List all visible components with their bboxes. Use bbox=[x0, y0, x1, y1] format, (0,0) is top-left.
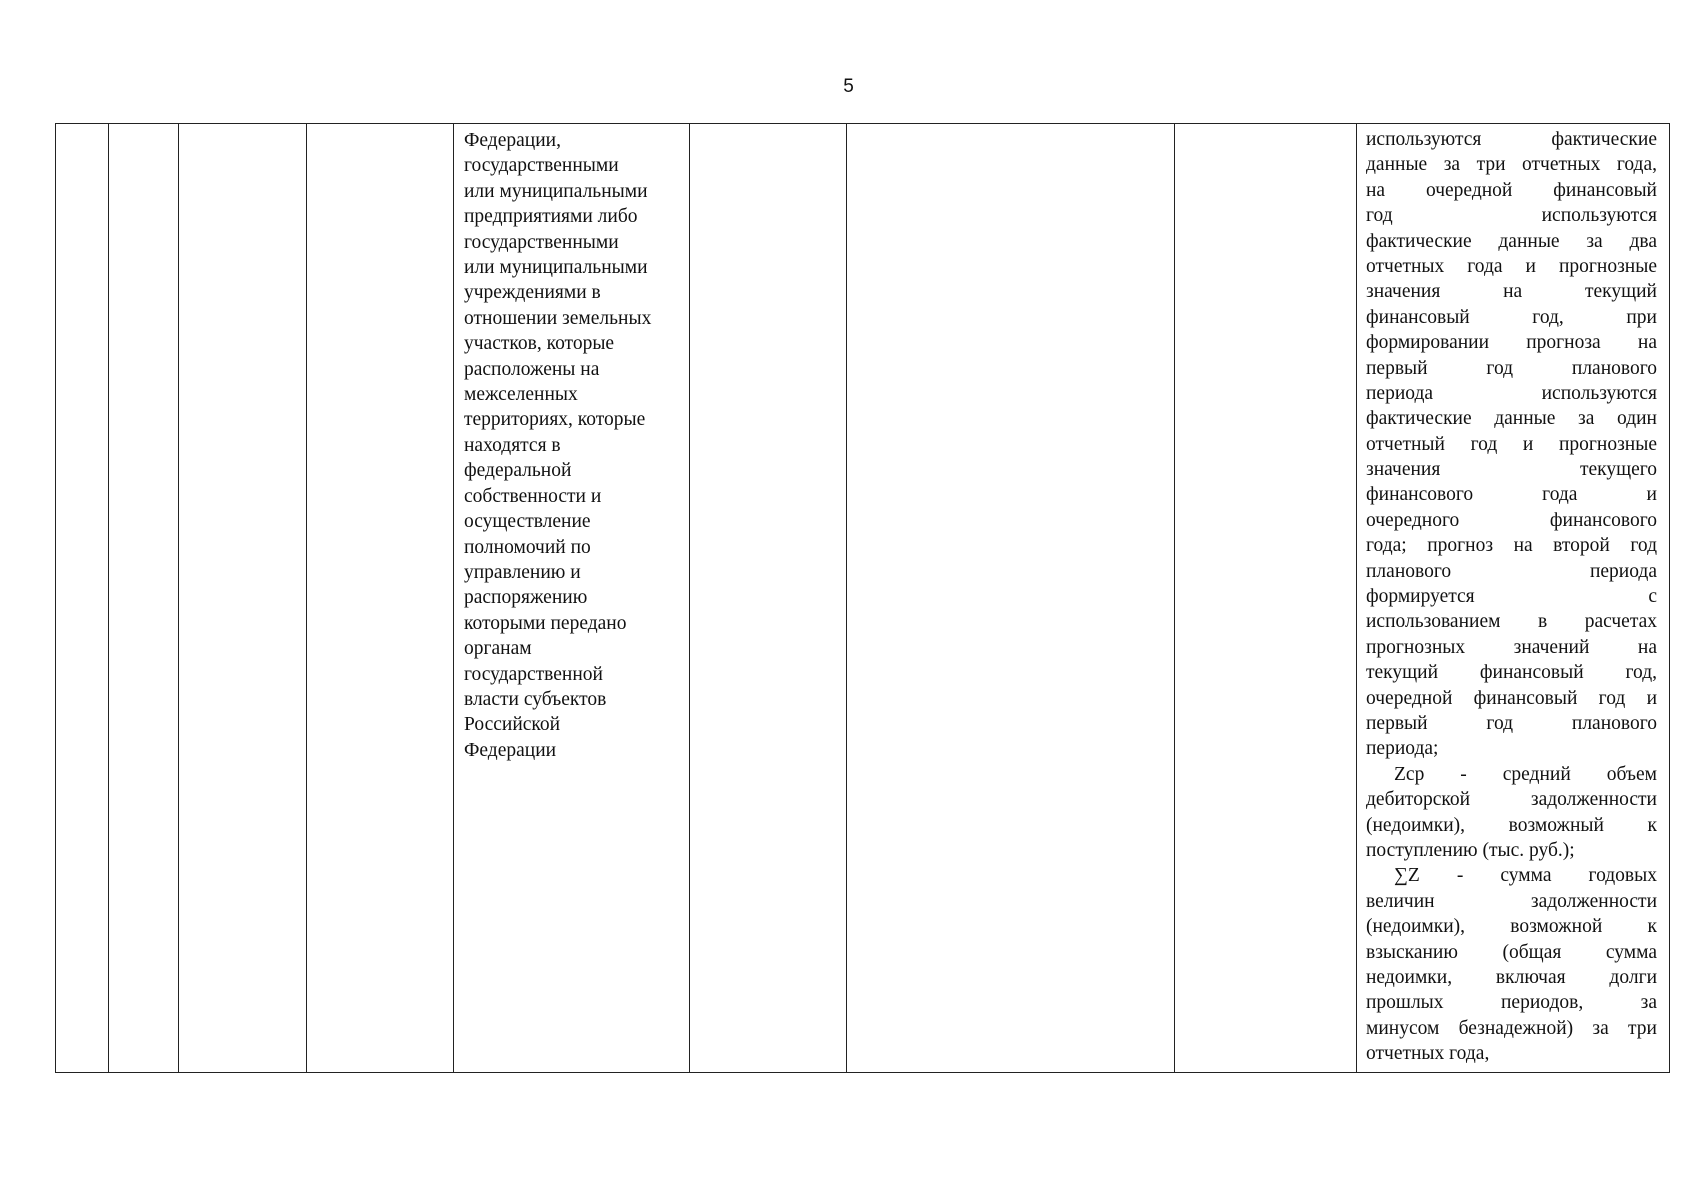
text-line: управлению и bbox=[464, 561, 581, 583]
text-line: периода; bbox=[1366, 738, 1439, 760]
text-line: (недоимки), возможный к bbox=[1366, 814, 1657, 836]
column-divider bbox=[453, 124, 454, 1072]
text-line: года; прогноз на второй год bbox=[1366, 535, 1657, 557]
text-line: прошлых периодов, за bbox=[1366, 992, 1657, 1014]
text-line: участков, которые bbox=[464, 333, 615, 355]
text-line: первый год планового bbox=[1366, 357, 1657, 379]
text-line: значения текущего bbox=[1366, 459, 1657, 481]
text-line: использованием в расчетах bbox=[1366, 611, 1657, 633]
text-line: расположены на bbox=[464, 358, 600, 380]
text-line: или муниципальными bbox=[464, 257, 648, 279]
text-line: (недоимки), возможной к bbox=[1366, 916, 1657, 938]
text-line: учреждениями в bbox=[464, 282, 601, 304]
column-divider bbox=[689, 124, 690, 1072]
text-line: государственной bbox=[464, 663, 603, 685]
text-line: отчетных года, bbox=[1366, 1043, 1490, 1065]
text-line: финансового года и bbox=[1366, 484, 1657, 506]
text-line: федеральной bbox=[464, 460, 572, 482]
text-line: планового периода bbox=[1366, 560, 1657, 582]
text-line: очередной финансовый год и bbox=[1366, 687, 1657, 709]
text-line: данные за три отчетных года, bbox=[1366, 154, 1657, 176]
cell-col9-text bbox=[1366, 127, 1657, 1066]
text-line: используются фактические bbox=[1366, 129, 1657, 150]
text-line: собственности и bbox=[464, 485, 602, 507]
text-line: минусом безнадежной) за три bbox=[1366, 1017, 1657, 1039]
text-line: отчетных года и прогнозные bbox=[1366, 255, 1657, 277]
text-line: финансовый год, при bbox=[1366, 306, 1657, 328]
text-line: отчетный год и прогнозные bbox=[1366, 433, 1657, 455]
text-line: прогнозных значений на bbox=[1366, 636, 1657, 658]
data-table bbox=[55, 123, 1670, 1073]
text-line: значения на текущий bbox=[1366, 281, 1657, 303]
column-divider bbox=[178, 124, 179, 1072]
text-line: государственными bbox=[464, 155, 619, 177]
text-line: периода используются bbox=[1366, 382, 1657, 404]
text-line: формируется с bbox=[1366, 586, 1657, 608]
text-line: распоряжению bbox=[464, 587, 588, 609]
column-divider bbox=[846, 124, 847, 1072]
text-line: государственными bbox=[464, 231, 619, 253]
text-line: год используются bbox=[1366, 205, 1657, 227]
text-line: дебиторской задолженности bbox=[1366, 789, 1657, 811]
text-line: находятся в bbox=[464, 434, 561, 456]
text-line: предприятиями либо bbox=[464, 206, 638, 228]
text-line: которыми передано bbox=[464, 612, 627, 634]
text-line: Zср - средний объем bbox=[1394, 763, 1657, 785]
page-number: 5 bbox=[843, 76, 854, 97]
text-line: формировании прогноза на bbox=[1366, 332, 1657, 354]
text-line: или муниципальными bbox=[464, 180, 648, 202]
text-line: фактические данные за два bbox=[1366, 230, 1657, 252]
text-line: власти субъектов bbox=[464, 688, 607, 710]
cell-col5-text bbox=[464, 128, 684, 763]
text-line: Российской bbox=[464, 714, 561, 736]
text-line: величин задолженности bbox=[1366, 890, 1657, 912]
column-divider bbox=[1174, 124, 1175, 1072]
text-line: полномочий по bbox=[464, 536, 591, 558]
text-line: взысканию (общая сумма bbox=[1366, 941, 1657, 963]
text-line: Федерации, bbox=[464, 130, 561, 151]
text-line: Федерации bbox=[464, 739, 557, 761]
column-divider bbox=[306, 124, 307, 1072]
text-line: межселенных bbox=[464, 384, 578, 406]
column-divider bbox=[108, 124, 109, 1072]
text-line: отношении земельных bbox=[464, 307, 652, 329]
text-line: осуществление bbox=[464, 511, 591, 533]
text-line: очередного финансового bbox=[1366, 509, 1657, 531]
text-line: первый год планового bbox=[1366, 712, 1657, 734]
text-line: поступлению (тыс. руб.); bbox=[1366, 839, 1575, 861]
text-line: ∑Z - сумма годовых bbox=[1394, 865, 1657, 887]
text-line: органам bbox=[464, 638, 532, 660]
text-line: текущий финансовый год, bbox=[1366, 662, 1657, 684]
text-line: фактические данные за один bbox=[1366, 408, 1657, 430]
text-line: на очередной финансовый bbox=[1366, 179, 1657, 201]
text-line: недоимки, включая долги bbox=[1366, 966, 1657, 988]
column-divider bbox=[1356, 124, 1357, 1072]
text-line: территориях, которые bbox=[464, 409, 646, 431]
